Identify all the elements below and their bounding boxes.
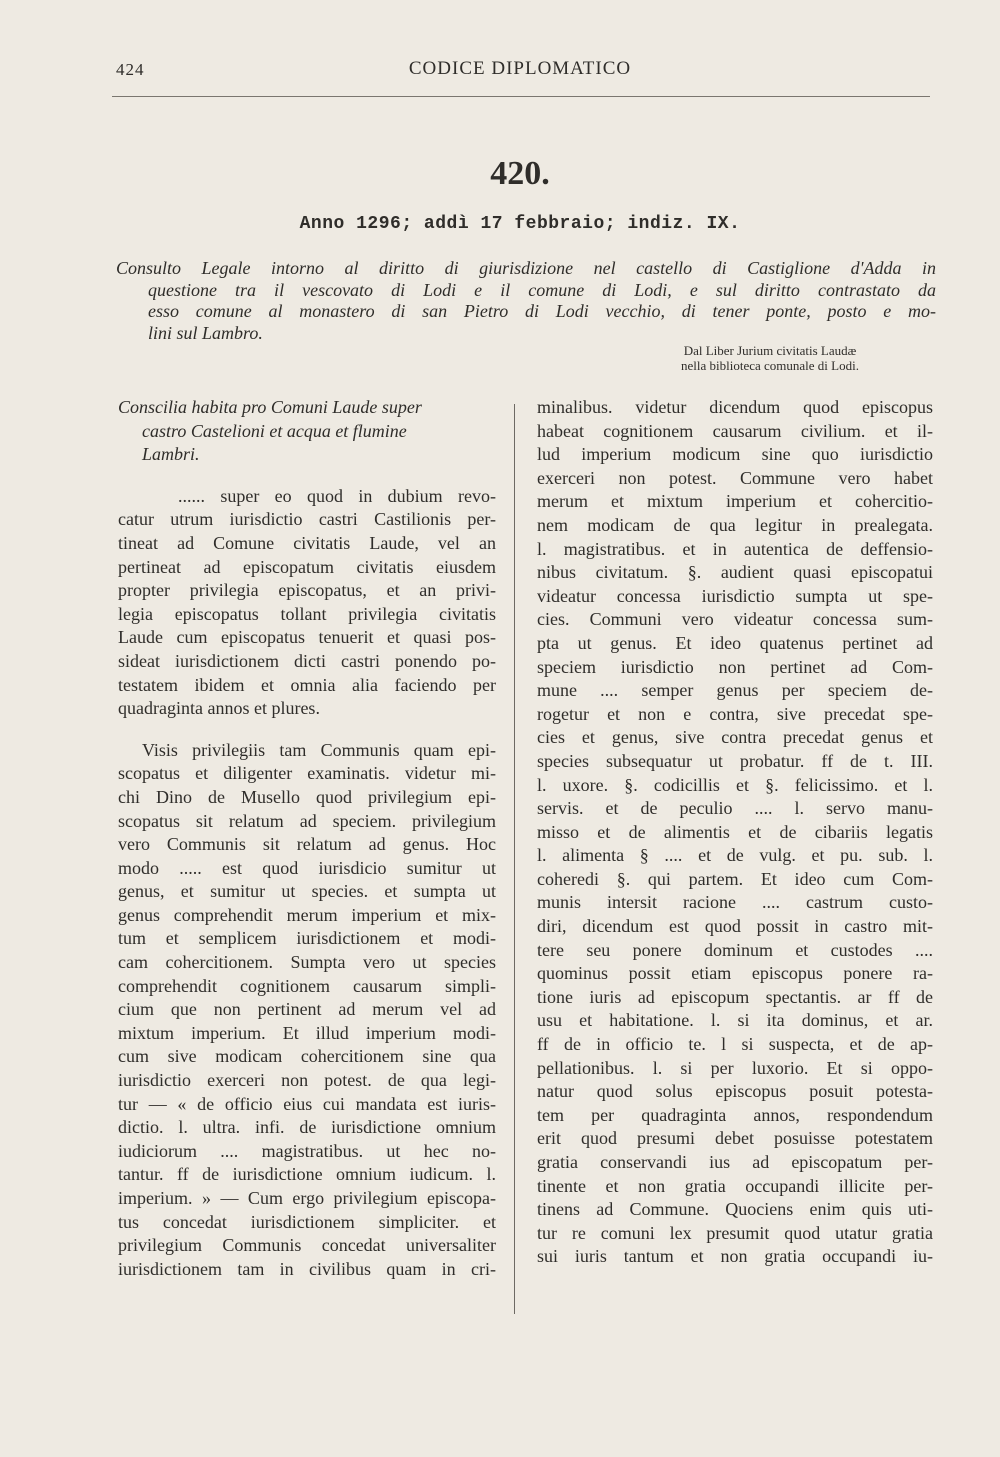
text-line: speciem iurisdictio non pertinet ad Com- xyxy=(537,656,933,677)
text-line: nibus civitatum. §. audient quasi episcopatui xyxy=(537,562,933,583)
text-line: catur utrum iurisdictio castri Castilionis per- xyxy=(118,509,496,530)
summary-line: lini sul Lambro. xyxy=(148,322,263,343)
text-line: tur — « de officio eius cui mandata est iuris- xyxy=(118,1093,496,1114)
text-line: mune .... semper genus per speciem de- xyxy=(537,680,933,701)
text-line: privilegium Communis concedat universaliter xyxy=(118,1235,496,1256)
text-line: imperium. » — Cum ergo privilegium episcopa- xyxy=(118,1188,496,1208)
text-line: modo ..... est quod iurisdicio sumitur ut xyxy=(118,857,496,878)
text-line: exerceri non potest. Commune vero habet xyxy=(537,467,933,488)
text-line: cam cohercitionem. Sumpta vero ut species xyxy=(118,952,496,973)
text-line: ff de in officio te. l si suspecta, et de ap- xyxy=(537,1034,933,1055)
text-line: nem modicam de qua legitur in prealegata. xyxy=(537,514,933,535)
source-line: Dal Liber Jurium civitatis Laudæ xyxy=(683,343,857,358)
source-line: nella biblioteca comunale di Lodi. xyxy=(681,358,859,373)
section-heading-line: castro Castelioni et acqua et flumine xyxy=(142,420,407,441)
text-line: quadraginta annos et plures. xyxy=(118,698,320,719)
text-line: natur quod solus episcopus posuit potesta- xyxy=(537,1081,933,1102)
document-summary xyxy=(116,258,936,344)
text-line: comprehendit cognitionem causarum simpli- xyxy=(118,975,496,996)
text-line: tineat ad Comune civitatis Laude, vel an xyxy=(118,532,496,553)
paragraph xyxy=(118,485,496,721)
date-line: Anno 1296; addì 17 febbraio; indiz. IX. xyxy=(299,214,741,234)
document-number: 420. xyxy=(490,155,550,192)
text-line: testatem ibidem et omnia alia faciendo per xyxy=(118,674,496,695)
text-line: lud imperium modicum sine quo iurisdictio xyxy=(537,444,933,465)
text-line: propter privilegia episcopatus, et an privi- xyxy=(118,580,496,601)
text-line: mixtum imperium. Et illud imperium modi- xyxy=(118,1022,496,1043)
text-line: Visis privilegiis tam Communis quam epi- xyxy=(142,739,496,760)
text-line: ...... super eo quod in dubium revo- xyxy=(178,485,496,506)
text-line: cies. Communi vero videatur concessa sum- xyxy=(537,609,933,630)
text-line: tus concedat iurisdictionem simpliciter. et xyxy=(118,1211,496,1232)
text-line: habeat cognitionem causarum civilium. et il- xyxy=(537,420,933,441)
text-line: tantur. ff de iurisdictione omnium iudicum. l. xyxy=(118,1164,496,1185)
summary-line: questione tra il vescovato di Lodi e il comune di Lodi, e sul diritto contrastato da xyxy=(148,279,936,300)
source-note xyxy=(620,343,920,373)
text-line: cium que non pertinent ad merum vel ad xyxy=(118,999,496,1020)
text-line: tem per quadraginta annos, respondendum xyxy=(537,1104,933,1125)
text-line: vero Communis sit relatum ad genus. Hoc xyxy=(118,834,496,855)
text-line: l. magistratibus. et in autentica de deffensio- xyxy=(537,538,933,559)
text-line: munis intersit racione .... castrum custo- xyxy=(537,892,933,913)
running-title: CODICE DIPLOMATICO xyxy=(408,58,632,79)
text-line: erit quod presumi debet posuisse potestatem xyxy=(537,1128,933,1149)
paragraph xyxy=(537,396,933,1269)
column-divider xyxy=(514,404,515,1314)
text-line: merum et mixtum imperium et cohercitio- xyxy=(537,491,933,512)
text-line: tere seu ponere dominum et custodes .... xyxy=(537,939,933,960)
text-line: genus, et sumitur ut species. et sumpta ut xyxy=(118,881,496,902)
text-line: sui iuris tantum et non gratia occupandi iu- xyxy=(537,1246,933,1267)
text-line: dictio. l. ultra. infi. de iurisdictione omnium xyxy=(118,1117,496,1138)
text-line: coheredi §. qui partem. Et ideo cum Com- xyxy=(537,868,933,889)
text-line: l. alimenta § .... et de vulg. et pu. sub. l. xyxy=(537,845,933,866)
text-line: pta ut genus. Et ideo quatenus pertinet ad xyxy=(537,632,933,653)
text-line: chi Dino de Musello quod privilegium epi- xyxy=(118,786,496,807)
text-line: sideat iurisdictionem dicti castri ponendo po- xyxy=(118,650,496,671)
summary-line: esso comune al monastero di san Pietro di Lodi vecchio, di tener ponte, posto e mo- xyxy=(148,301,936,321)
left-column xyxy=(118,396,496,1281)
text-line: cum sive modicam cohercitionem sine qua xyxy=(118,1046,496,1067)
text-line: minalibus. videtur dicendum quod episcopus xyxy=(537,397,933,417)
text-line: servis. et de peculio .... l. servo manu- xyxy=(537,798,933,819)
text-line: legia episcopatus tollant privilegia civitatis xyxy=(118,603,496,624)
page-number: 424 xyxy=(116,60,145,79)
section-heading-line: Conscilia habita pro Comuni Laude super xyxy=(118,397,422,417)
text-line: usu et habitatione. l. si ita dominus, et ar. xyxy=(537,1010,933,1031)
text-line: iurisdictio exerceri non potest. de qua legi- xyxy=(118,1070,496,1091)
text-line: videatur concessa iurisdictio sumpta ut spe- xyxy=(537,585,933,606)
text-line: quominus possit etiam episcopus ponere ra- xyxy=(537,963,933,984)
text-line: tum et semplicem iurisdictionem et modi- xyxy=(118,928,496,949)
text-line: iudiciorum .... magistratibus. ut hec no- xyxy=(118,1140,496,1161)
summary-line: Consulto Legale intorno al diritto di giurisdizione nel castello di Castiglione d'Adda in xyxy=(116,258,936,278)
header-rule xyxy=(112,96,930,97)
text-line: tione iuris ad episcopum spectantis. ar ff de xyxy=(537,986,933,1007)
text-line: scopatus sit relatum ad speciem. privilegium xyxy=(118,810,496,831)
text-line: misso et de alimentis et de cibariis legatis xyxy=(537,821,933,842)
text-line: genus comprehendit merum imperium et mix- xyxy=(118,904,496,925)
text-line: diri, dicendum est quod possit in castro mit- xyxy=(537,916,933,937)
text-line: pellationibus. l. si per luxorio. Et si oppo- xyxy=(537,1057,933,1078)
text-line: Laude cum episcopatus tenuerit et quasi pos- xyxy=(118,627,496,648)
text-line: tur re comuni lex presumit quod utatur gratia xyxy=(537,1222,933,1243)
text-line: gratia conservandi ius ad episcopatum per- xyxy=(537,1152,933,1172)
text-line: cies et genus, sive contra precedat genus et xyxy=(537,727,933,748)
text-line: l. uxore. §. codicillis et §. felicissimo. et l. xyxy=(537,774,933,795)
text-line: tinens ad Commune. Quociens enim quis uti- xyxy=(537,1199,933,1220)
text-line: scopatus et diligenter examinatis. videtur mi- xyxy=(118,763,496,784)
text-line: species subsequatur ut probatur. ff de t. III. xyxy=(537,750,933,771)
text-line: tinente et non gratia occupandi illicite per- xyxy=(537,1175,933,1196)
text-line: rogetur et non e contra, sive precedat spe- xyxy=(537,703,933,724)
text-line: iurisdictionem tam in civilibus quam in cri- xyxy=(118,1258,496,1279)
text-line: pertineat ad episcopatum civitatis eiusdem xyxy=(118,556,496,577)
paragraph xyxy=(118,739,496,1282)
right-column xyxy=(537,396,933,1269)
section-heading-line: Lambri. xyxy=(142,444,200,465)
